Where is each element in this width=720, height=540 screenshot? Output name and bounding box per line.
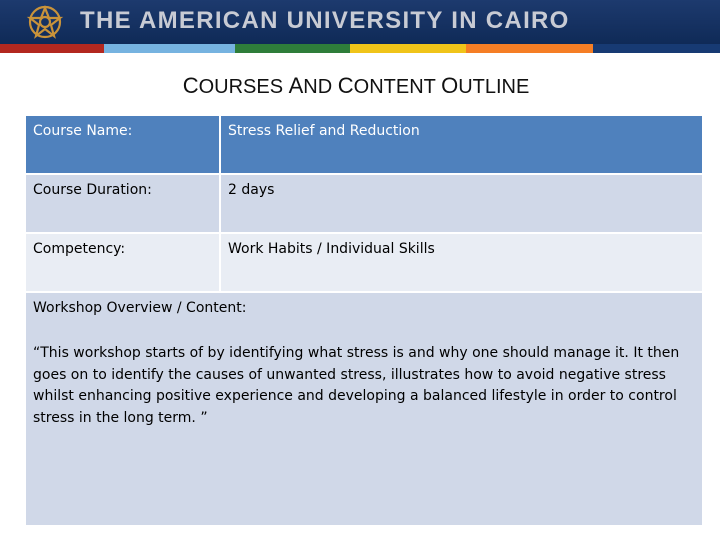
stripe-yellow xyxy=(350,44,466,53)
stripe-red xyxy=(0,44,104,53)
workshop-overview-cell xyxy=(25,292,703,526)
university-name: THE AMERICAN UNIVERSITY IN CAIRO xyxy=(80,7,570,34)
course-duration-value: 2 days xyxy=(220,174,703,233)
stripe-green xyxy=(235,44,350,53)
workshop-overview-text: “This workshop starts of by identifying what stress is and why one should manage it. It then goes on to identify the causes of unwanted stress, illustrates how to avoid negative stress whilst enhancing positive experience and developing a balanced lifestyle in order to control stress in the long term. ” xyxy=(33,345,680,426)
auc-star-logo-icon xyxy=(25,4,65,40)
university-banner xyxy=(0,0,720,44)
table-row xyxy=(25,233,703,292)
course-duration-label: Course Duration: xyxy=(25,174,220,233)
table-row xyxy=(25,292,703,526)
table-row xyxy=(25,115,703,174)
page-title: COURSES AND CONTENT OUTLINE xyxy=(182,73,530,98)
course-name-label: Course Name: xyxy=(25,115,220,174)
table-row xyxy=(25,174,703,233)
workshop-overview-title: Workshop Overview / Content: xyxy=(33,300,247,316)
competency-value: Work Habits / Individual Skills xyxy=(220,233,703,292)
stripe-light-blue xyxy=(104,44,235,53)
course-outline-table xyxy=(24,114,704,527)
stripe-orange xyxy=(466,44,593,53)
competency-label: Competency: xyxy=(25,233,220,292)
color-stripes xyxy=(0,44,720,53)
course-name-value: Stress Relief and Reduction xyxy=(220,115,703,174)
stripe-navy xyxy=(593,44,720,53)
